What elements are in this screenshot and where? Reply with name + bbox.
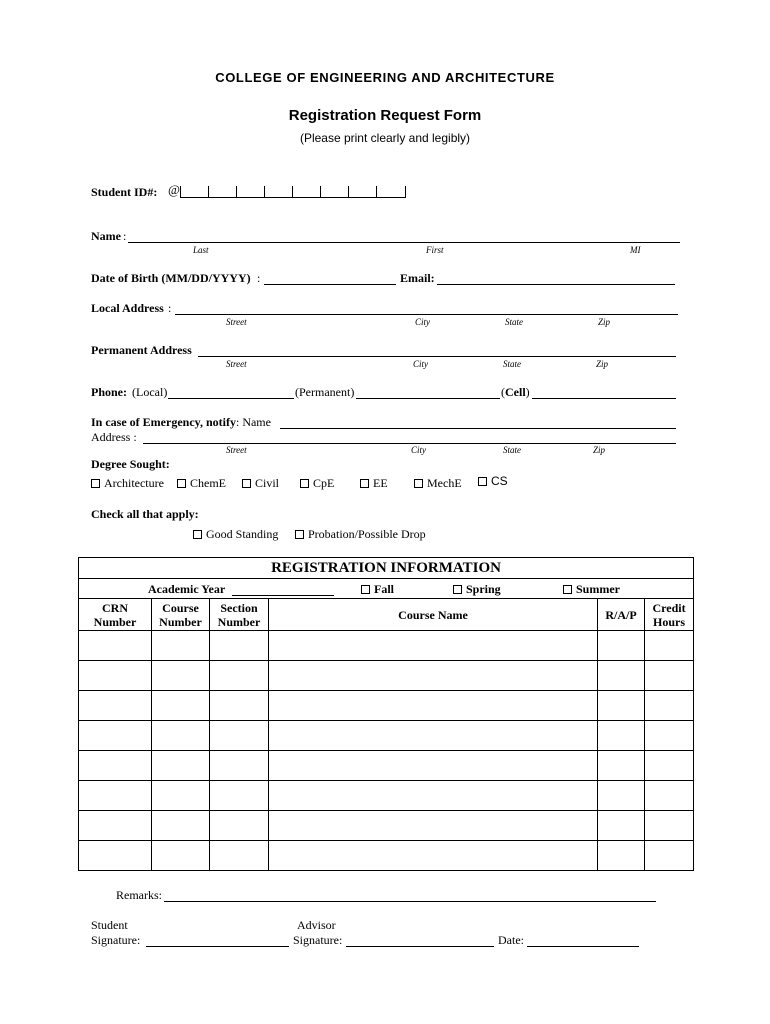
- cell-credit-hours[interactable]: [645, 781, 694, 811]
- student-id-label: Student ID#:: [91, 185, 158, 199]
- remarks-field[interactable]: [164, 901, 656, 902]
- table-row: [79, 841, 694, 871]
- local-address-city: City: [415, 317, 430, 327]
- cell-credit-hours[interactable]: [645, 721, 694, 751]
- table-row: [79, 631, 694, 661]
- checkbox-icon: [91, 479, 100, 488]
- option-good-standing[interactable]: Good Standing: [193, 527, 278, 542]
- col-crn: CRN Number: [79, 599, 152, 631]
- student-id-field[interactable]: [180, 186, 406, 198]
- cell-course-number[interactable]: [152, 841, 210, 871]
- local-address-zip: Zip: [598, 317, 611, 327]
- term-summer[interactable]: Summer: [563, 582, 620, 597]
- cell-crn[interactable]: [79, 661, 152, 691]
- name-field[interactable]: [128, 242, 680, 243]
- name-label: Name: [91, 229, 121, 243]
- table-row: [79, 721, 694, 751]
- cell-credit-hours[interactable]: [645, 691, 694, 721]
- permanent-address-city: City: [413, 359, 428, 369]
- checkbox-icon: [193, 530, 202, 539]
- student-signature-field[interactable]: [146, 946, 289, 947]
- cell-crn[interactable]: [79, 631, 152, 661]
- cell-rap[interactable]: [598, 721, 645, 751]
- cell-rap[interactable]: [598, 691, 645, 721]
- cell-course-number[interactable]: [152, 631, 210, 661]
- degree-option-cpe[interactable]: CpE: [300, 476, 334, 491]
- academic-year-row: [79, 579, 694, 599]
- student-signature-label: Signature:: [91, 933, 141, 947]
- cell-crn[interactable]: [79, 751, 152, 781]
- cell-crn[interactable]: [79, 811, 152, 841]
- cell-section-number[interactable]: [210, 631, 269, 661]
- cell-section-number[interactable]: [210, 691, 269, 721]
- email-label: Email:: [400, 271, 435, 285]
- checkbox-icon: [563, 585, 572, 594]
- emergency-zip: Zip: [593, 445, 606, 455]
- checkbox-icon: [295, 530, 304, 539]
- checkbox-icon: [360, 479, 369, 488]
- cell-course-number[interactable]: [152, 661, 210, 691]
- emergency-street: Street: [226, 445, 247, 455]
- advisor-label: Advisor: [297, 918, 336, 932]
- cell-rap[interactable]: [598, 751, 645, 781]
- cell-course-name[interactable]: [269, 631, 598, 661]
- cell-section-number[interactable]: [210, 751, 269, 781]
- phone-cell-label: Cell: [505, 385, 526, 399]
- cell-rap[interactable]: [598, 811, 645, 841]
- cell-course-name[interactable]: [269, 781, 598, 811]
- cell-course-name[interactable]: [269, 751, 598, 781]
- degree-option-meche[interactable]: MechE: [414, 476, 462, 491]
- dob-field[interactable]: [264, 284, 396, 285]
- emergency-address-field[interactable]: [143, 443, 676, 444]
- cell-section-number[interactable]: [210, 811, 269, 841]
- email-field[interactable]: [437, 284, 675, 285]
- name-sub-mi: MI: [630, 245, 641, 255]
- checkbox-icon: [177, 479, 186, 488]
- cell-credit-hours[interactable]: [645, 841, 694, 871]
- permanent-address-street: Street: [226, 359, 247, 369]
- phone-label: Phone:: [91, 385, 127, 399]
- permanent-address-label: Permanent Address: [91, 343, 192, 357]
- emergency-label: In case of Emergency, notify: [91, 415, 236, 429]
- degree-label: Degree Sought:: [91, 457, 170, 471]
- cell-course-number[interactable]: [152, 721, 210, 751]
- term-spring[interactable]: Spring: [453, 582, 501, 597]
- cell-course-number[interactable]: [152, 781, 210, 811]
- cell-credit-hours[interactable]: [645, 751, 694, 781]
- college-name: COLLEGE OF ENGINEERING AND ARCHITECTURE: [215, 70, 555, 85]
- cell-crn[interactable]: [79, 841, 152, 871]
- permanent-address-field[interactable]: [198, 356, 676, 357]
- form-subtitle: (Please print clearly and legibly): [299, 131, 471, 145]
- col-credit-hours: Credit Hours: [645, 599, 694, 631]
- academic-year-label: Academic Year: [148, 582, 226, 596]
- degree-option-cs[interactable]: CS: [478, 474, 508, 489]
- col-course-name: Course Name: [269, 599, 598, 631]
- cell-credit-hours[interactable]: [645, 661, 694, 691]
- table-row: [79, 661, 694, 691]
- emergency-address-label: Address :: [91, 430, 137, 444]
- local-address-field[interactable]: [175, 314, 678, 315]
- name-sub-first: First: [426, 245, 444, 255]
- cell-course-name[interactable]: [269, 721, 598, 751]
- emergency-state: State: [503, 445, 521, 455]
- degree-option-architecture[interactable]: Architecture: [91, 476, 164, 491]
- local-address-label: Local Address: [91, 301, 164, 315]
- checkbox-icon: [300, 479, 309, 488]
- cell-course-number[interactable]: [152, 811, 210, 841]
- academic-year-field[interactable]: [232, 595, 334, 596]
- emergency-name-field[interactable]: [280, 428, 676, 429]
- cell-section-number[interactable]: [210, 661, 269, 691]
- advisor-signature-label: Signature:: [293, 933, 343, 947]
- cell-course-name[interactable]: [269, 811, 598, 841]
- name-sub-last: Last: [193, 245, 209, 255]
- checkbox-icon: [414, 479, 423, 488]
- dob-label: Date of Birth (MM/DD/YYYY): [91, 271, 251, 285]
- emergency-name-label: : Name: [235, 415, 271, 429]
- col-rap: R/A/P: [598, 599, 645, 631]
- form-title: Registration Request Form: [288, 107, 482, 124]
- cell-rap[interactable]: [598, 631, 645, 661]
- local-address-state: State: [505, 317, 523, 327]
- cell-course-number[interactable]: [152, 751, 210, 781]
- date-field[interactable]: [527, 946, 639, 947]
- cell-section-number[interactable]: [210, 721, 269, 751]
- col-course-number: Course Number: [152, 599, 210, 631]
- student-label: Student: [91, 918, 128, 932]
- remarks-label: Remarks:: [116, 888, 162, 902]
- cell-section-number[interactable]: [210, 841, 269, 871]
- option-probation[interactable]: Probation/Possible Drop: [295, 527, 426, 542]
- cell-crn[interactable]: [79, 721, 152, 751]
- cell-course-name[interactable]: [269, 661, 598, 691]
- cell-crn[interactable]: [79, 691, 152, 721]
- check-all-label: Check all that apply:: [91, 507, 199, 521]
- cell-section-number[interactable]: [210, 781, 269, 811]
- phone-permanent-label: (Permanent): [295, 385, 355, 399]
- checkbox-icon: [361, 585, 370, 594]
- degree-option-cheme[interactable]: ChemE: [177, 476, 226, 491]
- local-address-street: Street: [226, 317, 247, 327]
- table-row: [79, 811, 694, 841]
- cell-rap[interactable]: [598, 661, 645, 691]
- registration-title: REGISTRATION INFORMATION: [79, 558, 694, 579]
- advisor-signature-field[interactable]: [346, 946, 494, 947]
- cell-course-name[interactable]: [269, 841, 598, 871]
- registration-table: [78, 557, 694, 871]
- permanent-address-state: State: [503, 359, 521, 369]
- table-row: [79, 781, 694, 811]
- degree-option-civil[interactable]: Civil: [242, 476, 279, 491]
- emergency-city: City: [411, 445, 426, 455]
- phone-local-field[interactable]: [168, 398, 294, 399]
- cell-rap[interactable]: [598, 841, 645, 871]
- phone-local-label: (Local): [132, 385, 168, 399]
- term-fall[interactable]: Fall: [361, 582, 394, 597]
- date-label: Date:: [498, 933, 524, 947]
- checkbox-icon: [478, 477, 487, 486]
- table-row: [79, 691, 694, 721]
- phone-cell-field[interactable]: [532, 398, 676, 399]
- table-row: [79, 751, 694, 781]
- cell-crn[interactable]: [79, 781, 152, 811]
- degree-option-ee[interactable]: EE: [360, 476, 388, 491]
- cell-course-number[interactable]: [152, 691, 210, 721]
- permanent-address-zip: Zip: [596, 359, 609, 369]
- checkbox-icon: [242, 479, 251, 488]
- cell-course-name[interactable]: [269, 691, 598, 721]
- cell-credit-hours[interactable]: [645, 631, 694, 661]
- cell-rap[interactable]: [598, 781, 645, 811]
- phone-permanent-field[interactable]: [356, 398, 500, 399]
- cell-credit-hours[interactable]: [645, 811, 694, 841]
- col-section-number: Section Number: [210, 599, 269, 631]
- student-id-prefix: @: [168, 182, 180, 197]
- checkbox-icon: [453, 585, 462, 594]
